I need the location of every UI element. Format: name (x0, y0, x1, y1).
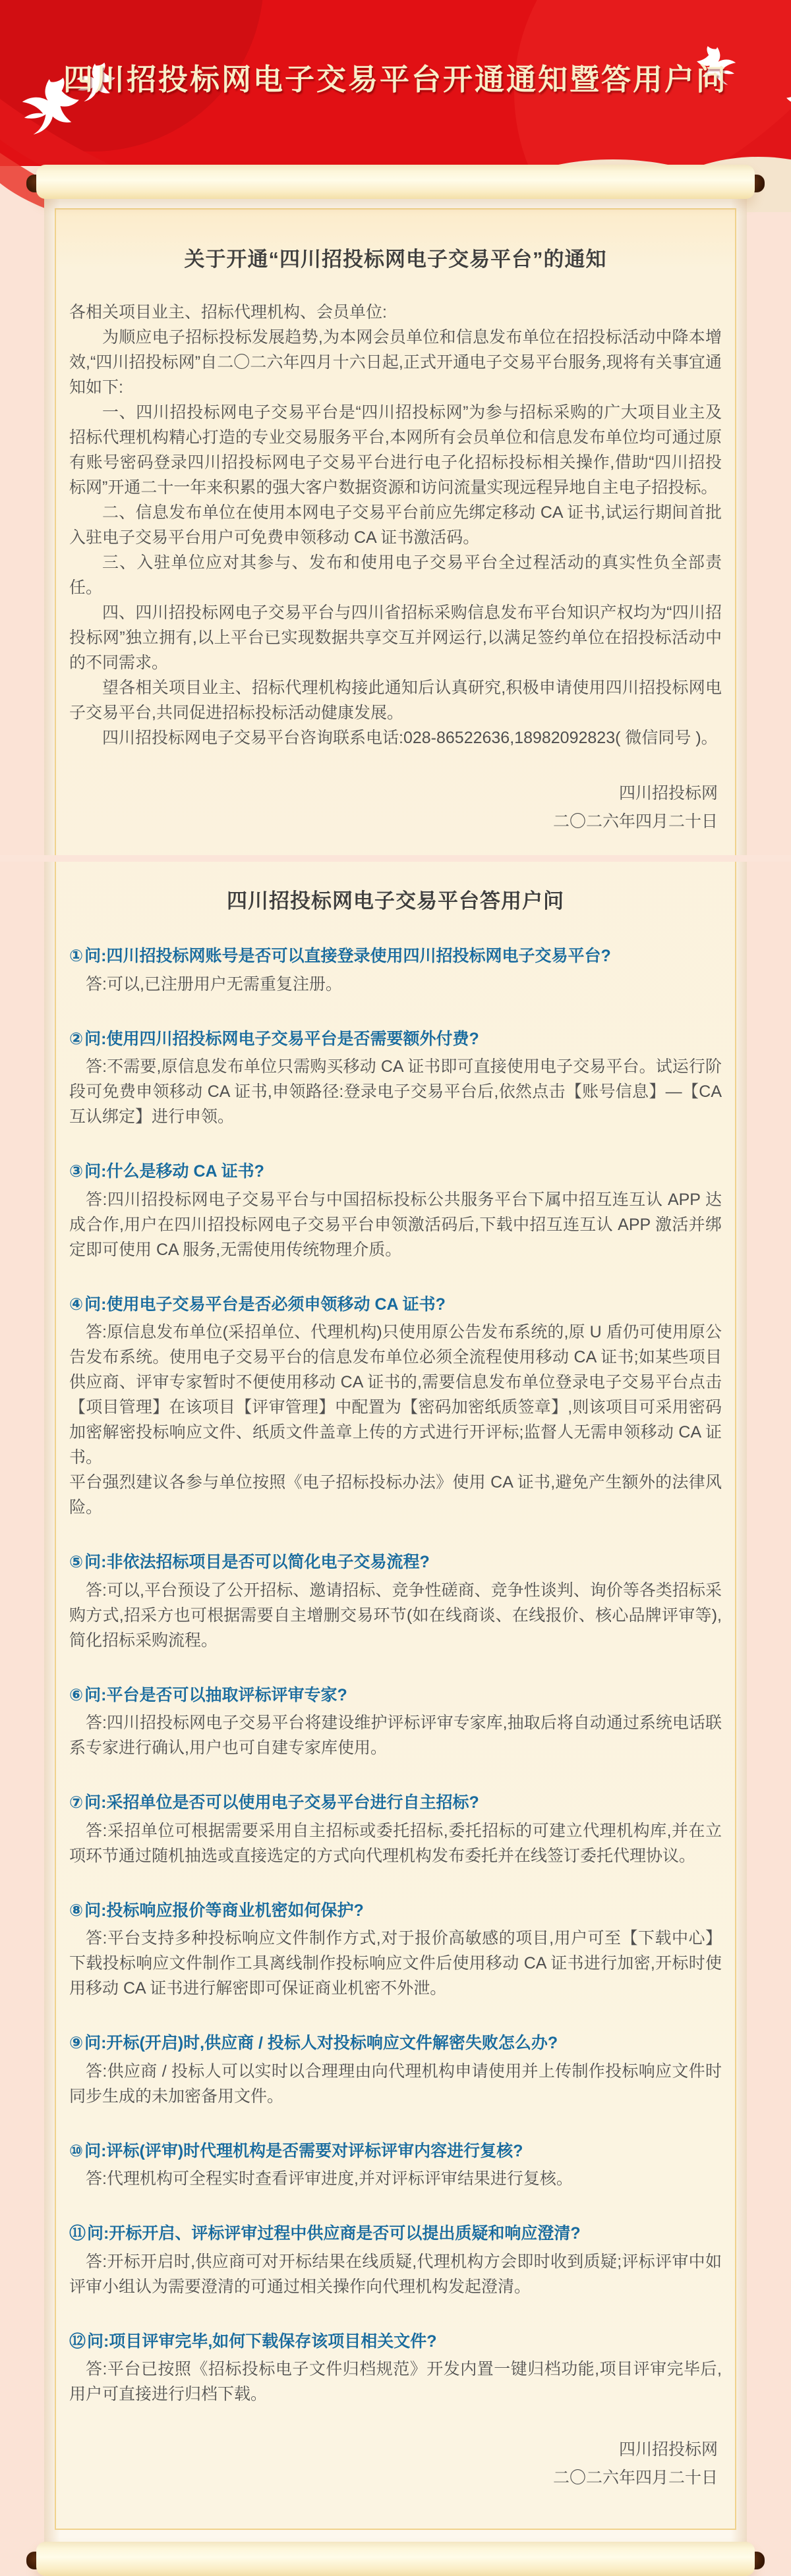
qa-answer (69, 1578, 722, 1653)
notice-paragraph: 四、四川招投标网电子交易平台与四川省招标采购信息发布平台知识产权均为“四川招投标网”独立拥有,以上平台已实现数据共享交互并网运行,以满足签约单位在招投标活动中的不同需求。 (69, 603, 722, 672)
qa-answer-paragraph: 答:不需要,原信息发布单位只需购买移动 CA 证书即可直接使用电子交易平台。试运行阶段可免费申领移动 CA 证书,申领路径:登录电子交易平台后,依然点击【账号信息】—【CA 互认绑定】进行申领。 (69, 1057, 722, 1126)
scroll-roll-bar (36, 2542, 755, 2576)
scroll-roll-top (36, 165, 755, 199)
qa-answer-paragraph: 答:四川招投标网电子交易平台与中国招标投标公共服务平台下属中招互连互认 APP 达成合作,用户在四川招投标网电子交易平台申领激活码后,下载中招互连互认 APP 激活并绑定即可使用 CA 服务,无需使用传统物理介质。 (69, 1190, 722, 1259)
qa-question-text: 问:开标开启、评标评审过程中供应商是否可以提出质疑和响应澄清? (87, 2224, 581, 2243)
qa-question (69, 1899, 722, 1924)
qa-question (69, 2139, 722, 2164)
qa-question-text: 问:开标(开启)时,供应商 / 投标人对投标响应文件解密失败怎么办? (84, 2034, 558, 2052)
qa-item (69, 1160, 722, 1262)
qa-item (69, 944, 722, 997)
notice-title: 关于开通“四川招投标网电子交易平台”的通知 (184, 248, 607, 271)
qa-question-number: ⑥ (69, 1685, 84, 1704)
qa-item (69, 1027, 722, 1130)
qa-answer-paragraph: 答:四川招投标网电子交易平台将建设维护评标评审专家库,抽取后将自动通过系统电话联系专家进行确认,用户也可自建专家库使用。 (69, 1714, 722, 1757)
qa-answer-paragraph: 答:平台支持多种投标响应文件制作方式,对于报价高敏感的项目,用户可至【下载中心】下载投标响应文件制作工具离线制作投标响应文件后使用移动 CA 证书进行加密,开标时使用移动 CA 证书进行解密即可保证商业机密不外泄。 (69, 1929, 722, 1998)
notice-paragraph: 一、四川招投标网电子交易平台是“四川招投标网”为参与招标采购的广大项目业主及招标代理机构精心打造的专业交易服务平台,本网所有会员单位和信息发布单位均可通过原有账号密码登录四川招投标网电子交易平台进行电子化招标投标相关操作,借助“四川招投标网”开通二十一年来积累的强大客户数据资源和访问流量实现远程异地自主电子招投标。 (69, 403, 722, 497)
qa-answer-paragraph: 答:供应商 / 投标人可以实时以合理理由向代理机构申请使用并上传制作投标响应文件时同步生成的未加密备用文件。 (69, 2061, 722, 2106)
qa-item (69, 2330, 722, 2407)
qa-answer-paragraph: 答:采招单位可根据需要采用自主招标或委托招标,委托招标的可建立代理机构库,并在立项环节通过随机抽选或直接选定的方式向代理机构发布委托并在线签订委托代理协议。 (69, 1821, 722, 1865)
qa-question-number: ① (69, 947, 84, 965)
qa-answer (69, 1818, 722, 1868)
notice-paragraph: 望各相关项目业主、招标代理机构接此通知后认真研究,积极申请使用四川招投标网电子交易平台,共同促进招标投标活动健康发展。 (69, 679, 722, 722)
notice-paragraph: 为顺应电子招标投标发展趋势,为本网会员单位和信息发布单位在招投标活动中降本增效,“四川招投标网”自二〇二六年四月十六日起,正式开通电子交易平台服务,现将有关事宜通知如下: (69, 328, 722, 397)
qa-question (69, 1683, 722, 1708)
qa-answer (69, 2166, 722, 2191)
qa-question-text: 问:使用电子交易平台是否必须申领移动 CA 证书? (84, 1295, 446, 1314)
qa-answer (69, 2059, 722, 2109)
qa-item (69, 1899, 722, 2002)
qa-question (69, 1027, 722, 1052)
qa-item (69, 1293, 722, 1521)
qa-question-text: 问:使用四川招投标网电子交易平台是否需要额外付费? (84, 1029, 479, 1048)
notice-section (69, 242, 722, 835)
qa-question (69, 2031, 722, 2056)
notice-paragraph: 三、入驻单位应对其参与、发布和使用电子交易平台全过程活动的真实性负全部责任。 (69, 553, 722, 597)
qa-question-text: 问:投标响应报价等商业机密如何保护? (84, 1901, 364, 1920)
notice-paragraph: 四川招投标网电子交易平台咨询联系电话:028-86522636,18982092823( 微信同号 )。 (102, 729, 718, 747)
content-panel (55, 208, 736, 2530)
qa-answer-paragraph: 答:代理机构可全程实时查看评审进度,并对评标评审结果进行复核。 (86, 2170, 573, 2188)
qa-question-text: 问:什么是移动 CA 证书? (84, 1162, 264, 1181)
qa-answer (69, 972, 722, 997)
qa-question-text: 问:采招单位是否可以使用电子交易平台进行自主招标? (84, 1793, 479, 1812)
qa-answer (69, 2249, 722, 2299)
qa-answer-paragraph: 答:开标开启时,供应商可对开标结果在线质疑,代理机构方会即时收到质疑;评标评审中如评审小组认为需要澄清的可通过相关操作向代理机构发起澄清。 (69, 2252, 722, 2296)
notice-salutation: 各相关项目业主、招标代理机构、会员单位: (69, 303, 387, 322)
qa-section (69, 884, 722, 2492)
qa-answer (69, 1054, 722, 1129)
scroll-roll-bottom (36, 2542, 755, 2576)
signature-date: 二〇二六年四月二十日 (552, 2468, 718, 2487)
signature-date: 二〇二六年四月二十日 (552, 812, 718, 831)
qa-question-text: 问:四川招投标网账号是否可以直接登录使用四川招投标网电子交易平台? (84, 947, 611, 965)
qa-question (69, 2330, 722, 2355)
qa-answer (69, 1710, 722, 1760)
qa-question (69, 1160, 722, 1185)
qa-question (69, 1791, 722, 1816)
qa-item (69, 1550, 722, 1653)
qa-answer-paragraph: 答:原信息发布单位(采招单位、代理机构)只使用原公告发布系统的,原 U 盾仍可使用原公告发布系统。使用电子交易平台的信息发布单位必须全流程使用移动 CA 证书;如某些项目供应商、评审专家暂时不便使用移动 CA 证书的,需要信息发布单位登录电子交易平台点击【项目管理】在该项目【评审管理】中配置为【密码加密纸质签章】,则该项目可采用密码加密解密投标响应文件、纸质文件盖章上传的方式进行开评标;监督人无需申领移动 CA 证书。 (69, 1323, 722, 1467)
qa-answer-paragraph: 答:可以,已注册用户无需重复注册。 (86, 974, 342, 994)
paper-body (44, 182, 747, 2559)
qa-question-text: 问:平台是否可以抽取评标评审专家? (84, 1685, 347, 1704)
qa-item (69, 2031, 722, 2109)
section-divider (0, 855, 791, 862)
scroll-roll-bar (36, 165, 755, 199)
qa-question-number: ⑩ (69, 2141, 84, 2160)
signature-org: 四川招投标网 (618, 2440, 718, 2459)
qa-question-number: ② (69, 1029, 84, 1048)
qa-item (69, 2139, 722, 2192)
qa-question (69, 2222, 722, 2247)
signature-org: 四川招投标网 (618, 784, 718, 802)
qa-answer-paragraph: 答:平台已按照《招标投标电子文件归档规范》开发内置一键归档功能,项目评审完毕后,用户可直接进行归档下载。 (69, 2360, 722, 2403)
notice-paragraphs (69, 325, 722, 750)
qa-question-number: ⑦ (69, 1793, 84, 1812)
qa-answer (69, 1187, 722, 1262)
qa-question (69, 1550, 722, 1575)
qa-question-number: ③ (69, 1162, 84, 1181)
qa-question-number: ⑨ (69, 2034, 84, 2052)
qa-question-text: 问:评标(评审)时代理机构是否需要对评标评审内容进行复核? (84, 2141, 523, 2160)
qa-item (69, 1683, 722, 1761)
qa-answer-paragraph: 平台强烈建议各参与单位按照《电子招标投标办法》使用 CA 证书,避免产生额外的法律风险。 (69, 1473, 722, 1517)
notice-signature (69, 779, 722, 835)
qa-question-text: 问:非依法招标项目是否可以简化电子交易流程? (84, 1553, 430, 1571)
qa-list (69, 944, 722, 2407)
page-title: 四川招投标网电子交易平台开通通知暨答用户问 (63, 63, 728, 96)
notice-paragraph: 二、信息发布单位在使用本网电子交易平台前应先绑定移动 CA 证书,试运行期间首批入驻电子交易平台用户可免费申领移动 CA 证书激活码。 (69, 503, 722, 547)
qa-question-text: 问:项目评审完毕,如何下载保存该项目相关文件? (87, 2332, 437, 2351)
qa-question-number: ⑫ (69, 2332, 86, 2351)
qa-item (69, 1791, 722, 1868)
qa-answer (69, 1926, 722, 2001)
qa-answer (69, 1320, 722, 1520)
qa-question (69, 1293, 722, 1318)
qa-question-number: ⑧ (69, 1901, 84, 1920)
qa-item (69, 2222, 722, 2299)
scroll-paper (0, 165, 791, 2576)
qa-question-number: ④ (69, 1295, 84, 1314)
qa-question (69, 944, 722, 969)
qa-signature (69, 2436, 722, 2492)
qa-answer-paragraph: 答:可以,平台预设了公开招标、邀请招标、竞争性磋商、竞争性谈判、询价等各类招标采购方式,招采方也可根据需要自主增删交易环节(如在线商谈、在线报价、核心品牌评审等),简化招标采购流程。 (69, 1581, 722, 1650)
qa-answer (69, 2357, 722, 2407)
qa-title: 四川招投标网电子交易平台答用户问 (227, 889, 564, 912)
qa-question-number: ⑤ (69, 1553, 84, 1571)
qa-question-number: ⑪ (69, 2224, 86, 2243)
